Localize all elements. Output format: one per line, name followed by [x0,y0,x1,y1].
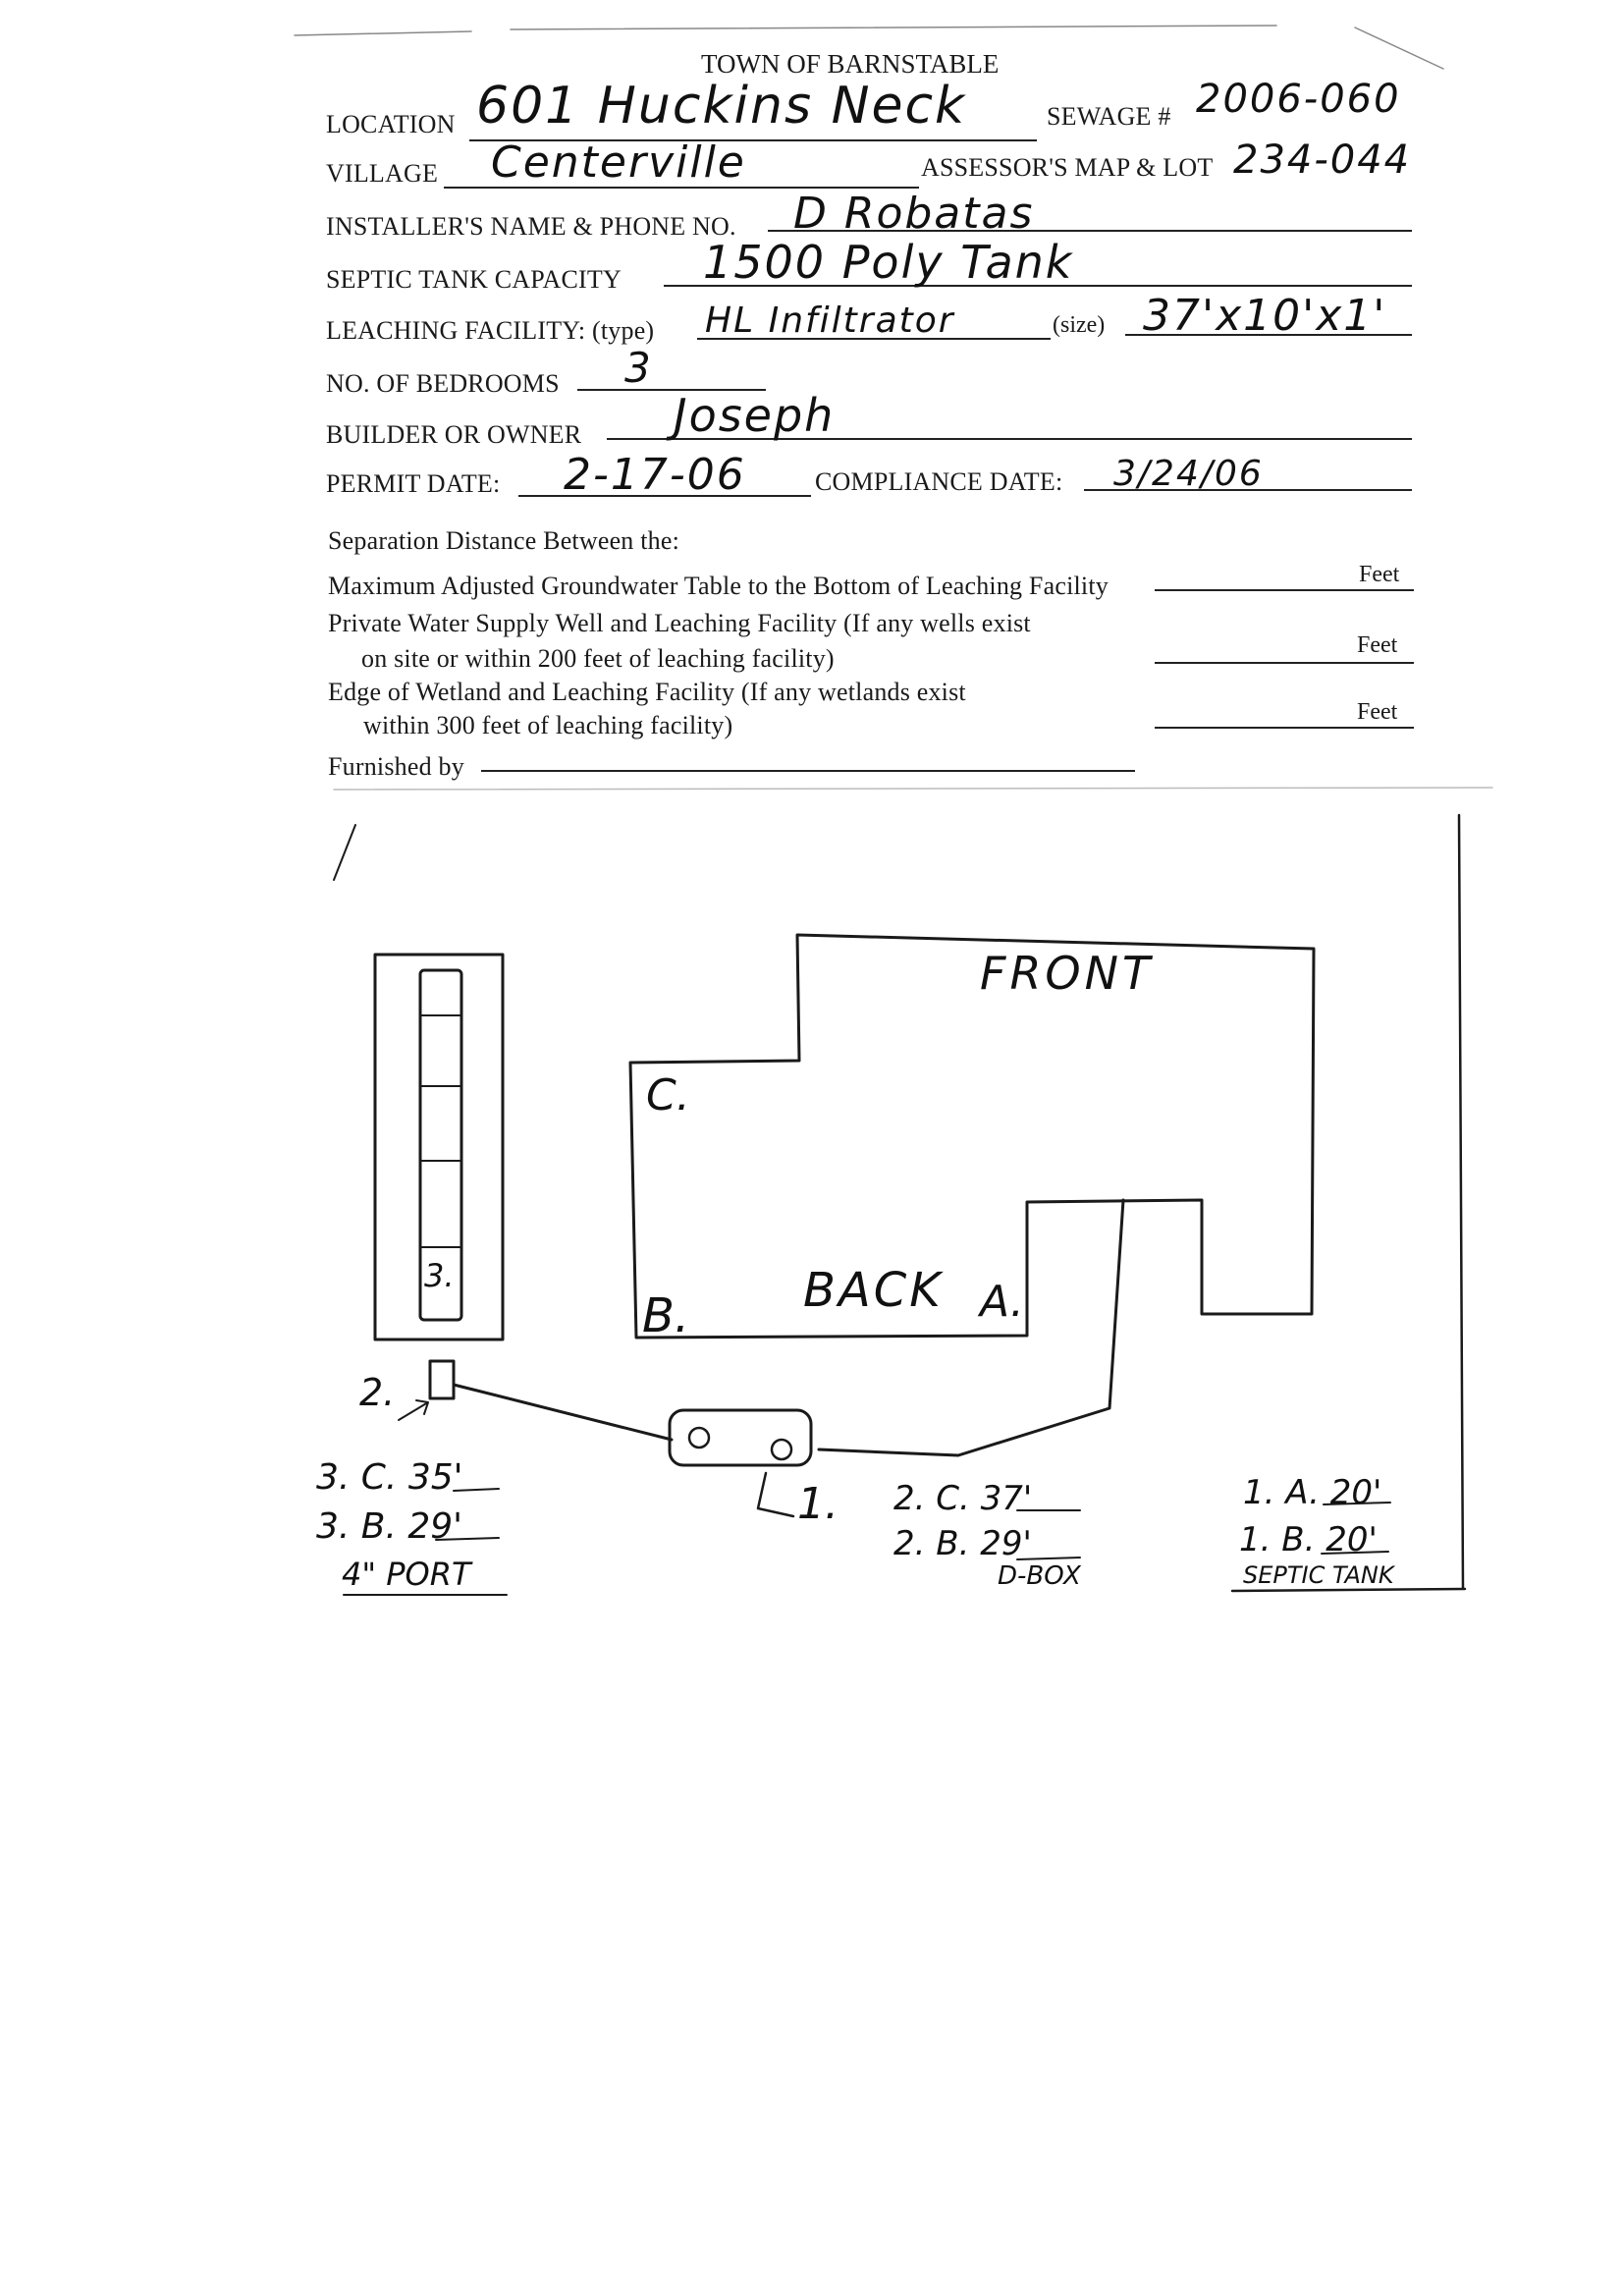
septic-value: 1500 Poly Tank [703,236,1074,289]
location-value: 601 Huckins Neck [476,77,967,136]
separation-row-2-unit: Feet [1357,632,1398,658]
house-outline [630,935,1314,1338]
corner-a-label: A. [980,1277,1024,1327]
leaching-label: LEACHING FACILITY: (type) [326,316,655,345]
compliance-label: COMPLIANCE DATE: [815,467,1063,496]
tank-opening-1 [689,1428,709,1448]
tank-pointer [758,1473,793,1516]
inspection-port [430,1361,454,1398]
dbox-notes-line-1: 2. C. 37' [893,1479,1033,1518]
tank-marker: 1. [797,1479,839,1529]
dbox-notes-caption: D-BOX [998,1561,1081,1591]
pipe-dbox-to-tank [819,1200,1123,1455]
size-value: 37'x10'x1' [1143,291,1387,341]
installer-label: INSTALLER'S NAME & PHONE NO. [326,212,736,241]
septic-label: SEPTIC TANK CAPACITY [326,265,622,294]
location-label: LOCATION [326,110,456,138]
tank-notes-line-1: 1. A. 20' [1243,1473,1382,1512]
village-value: Centerville [491,137,746,188]
compliance-value: 3/24/06 [1113,454,1264,494]
port-notes-line-2: 3. B. 29' [316,1506,463,1547]
furnished-label: Furnished by [328,752,464,781]
bedrooms-label: NO. OF BEDROOMS [326,369,560,398]
back-label: BACK [803,1263,944,1318]
port-notes-caption: 4" PORT [342,1556,471,1593]
leaching-type-value: HL Infiltrator [705,301,955,341]
installer-value: D Robatas [793,189,1035,239]
permit-value: 2-17-06 [564,450,746,500]
separation-row-2-text: Private Water Supply Well and Leaching Facility (If any wells exist [328,609,1031,637]
permit-label: PERMIT DATE: [326,469,501,498]
village-label: VILLAGE [326,159,439,188]
port-arrow [399,1400,428,1420]
separation-heading: Separation Distance Between the: [328,526,679,555]
sewage-value: 2006-060 [1196,77,1401,122]
size-label: (size) [1053,312,1106,338]
port-marker: 2. [359,1371,396,1414]
separation-row-2-text-2: on site or within 200 feet of leaching facility) [361,644,835,673]
separation-row-3-text-2: within 300 feet of leaching facility) [363,711,733,739]
scan-edge-top [295,26,1443,69]
map-label: ASSESSOR'S MAP & LOT [921,153,1214,182]
bedrooms-value: 3 [624,344,653,392]
front-label: FRONT [980,947,1155,1000]
tank-opening-2 [772,1440,791,1459]
map-value: 234-044 [1233,137,1412,183]
pipe-port-to-dbox [454,1385,672,1440]
corner-b-label: B. [642,1288,690,1343]
form-title: TOWN OF BARNSTABLE [701,49,1000,79]
owner-label: BUILDER OR OWNER [326,420,582,449]
separation-row-3-unit: Feet [1357,699,1398,725]
corner-c-label: C. [646,1070,690,1121]
separation-row-1-unit: Feet [1359,562,1400,587]
scan-edge-separator [334,788,1492,790]
chamber-label: 3. [424,1257,455,1294]
dbox-notes-line-2: 2. B. 29' [893,1524,1032,1563]
port-notes-line-1: 3. C. 35' [316,1457,463,1498]
tank-notes-line-2: 1. B. 20' [1239,1520,1378,1559]
sewage-label: SEWAGE # [1047,102,1171,131]
separation-row-1-text: Maximum Adjusted Groundwater Table to the Bottom of Leaching Facility [328,572,1109,600]
separation-row-3-text: Edge of Wetland and Leaching Facility (If any wetlands exist [328,678,966,706]
owner-value: Joseph [674,389,836,442]
distribution-box [670,1410,811,1465]
tank-notes-caption: SEPTIC TANK [1243,1561,1394,1589]
sketch-corner-mark [334,825,355,880]
